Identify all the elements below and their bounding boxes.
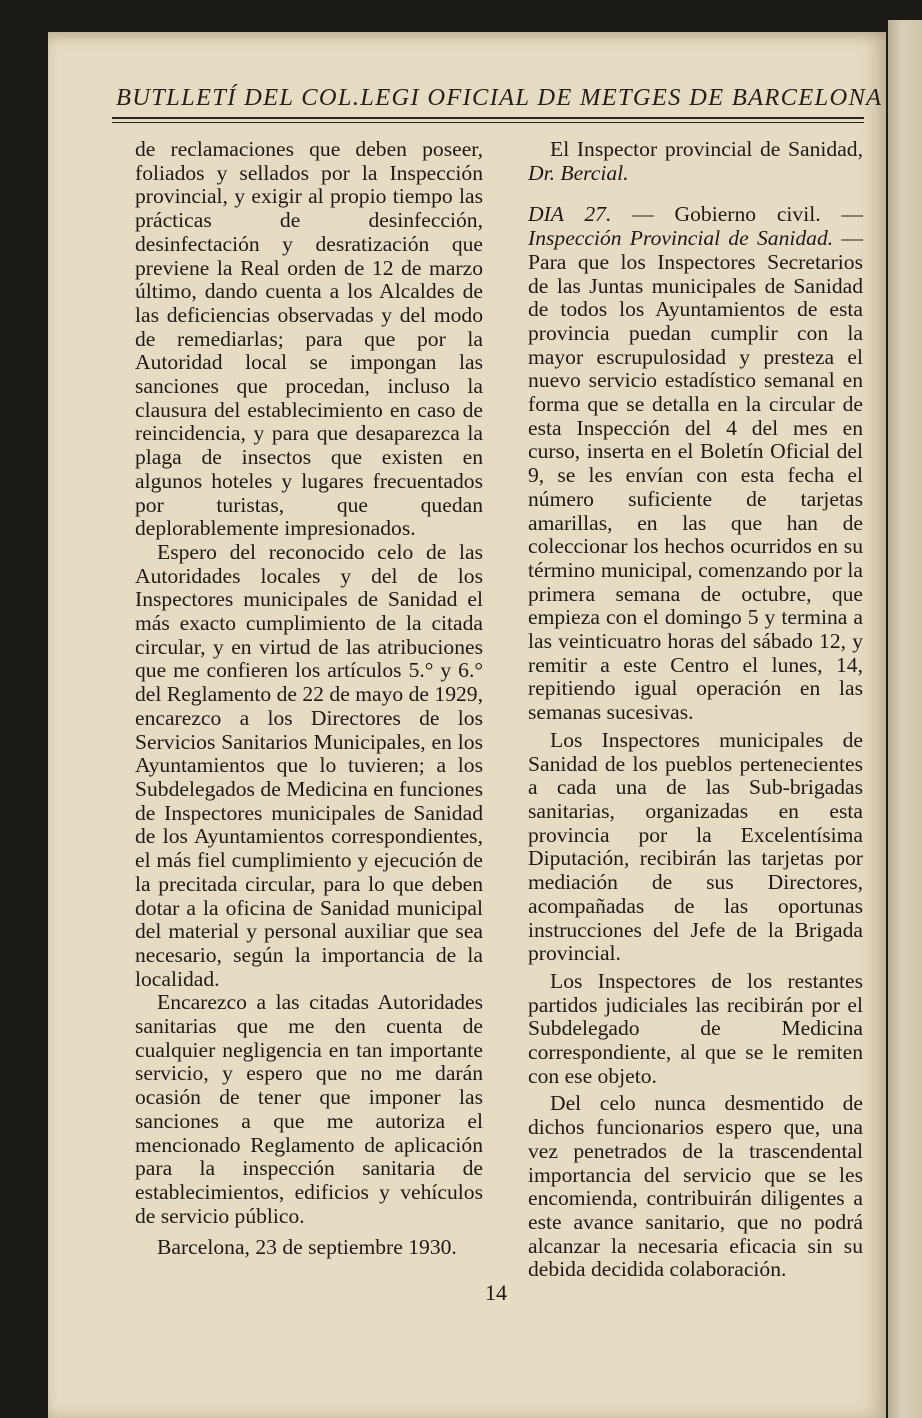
left-paragraph-1: de reclamaciones que deben poseer, foliados y sellados por la Inspección provincial, y exigir al propio tiempo las prácticas de desinfección, desinfectación y desratización que previene la Real orden de 12 de marzo último, dando cuenta a los Alcaldes de las deficiencias observadas y del modo de remediarlas; para que por la Autoridad local se impongan las sanciones que procedan, incluso la clausura del establecimiento en caso de reincidencia, y para que desaparezca la plaga de insectos que existen en algunos hoteles y lugares frecuentados por turistas, que quedan deplorablemente impresionados. [135, 137, 483, 541]
header-rule-thick [112, 117, 864, 119]
page-number: 14 [485, 1280, 507, 1305]
right-paragraph-4: Del celo nunca desmentido de dichos funcionarios espero que, una vez penetrados de la trascendental importancia del servicio que se les encomienda, contribuirán diligentes a este avance sanitario, que no podrá alcanzar la necesaria eficacia sin su debida decidida colaboración. [528, 1091, 863, 1282]
signature-line [528, 138, 863, 185]
entry-body: — Gobierno civil. — [611, 202, 863, 227]
right-paragraph-1 [528, 203, 863, 724]
adjacent-page-edge [888, 20, 922, 1418]
left-paragraph-2: Espero del reconocido celo de las Autoridades locales y del de los Inspectores municipales de Sanidad el más exacto cumplimiento de la citada circular, y en virtud de las atribuciones que me confieren los artículos 5.° y 6.° del Reglamento de 22 de mayo de 1929, encarezco a los Directores de los Servicios Sanitarios Municipales, en los Ayuntamientos que lo tuvieren; a los Subdelegados de Medicina en funciones de Inspectores municipales de Sanidad de los Ayuntamientos correspondientes, el más fiel cumplimiento y ejecución de la precitada circular, para lo que deben dotar a la oficina de Sanidad municipal del material y personal auxiliar que sea necesario, según la importancia de la localidad. [135, 539, 483, 991]
entry-date: DIA 27. [528, 202, 612, 227]
signature-name: Dr. Bercial. [528, 160, 629, 185]
right-paragraph-3: Los Inspectores de los restantes partidos judiciales las recibirán por el Subdelegado de Medicina correspondiente, al que se le remiten con ese objeto. [528, 968, 863, 1088]
left-column [135, 138, 483, 1260]
running-header: BUTLLETÍ DEL COL.LEGI OFICIAL DE METGES DE BARCELONA [116, 84, 883, 111]
entry-title: Inspección Provincial de Sanidad. [528, 226, 834, 251]
right-paragraph-1-text: — Para que los Inspectores Secretarios de las Juntas municipales de Sanidad de todos los Ayuntamientos de esta provincia puedan cumplir con la mayor escrupulosidad y presteza el nuevo servicio estadístico semanal en forma que se detalla en la circular de esta Inspección del 4 del mes en curso, inserta en el Boletín Oficial del 9, se les envían con esta fecha el número suficiente de tarjetas amarillas, en las que han de coleccionar los hechos ocurridos en su término municipal, comenzando por la primera semana de octubre, que empieza con el domingo 5 y termina a las veinticuatro horas del sábado 12, y remitir a este Centro el lunes, 14, repitiendo igual operación en las semanas sucesivas. [528, 226, 864, 725]
left-paragraph-3: Encarezco a las citadas Autoridades sanitarias que me den cuenta de cualquier negligencia en tan importante servicio, y espero que no me darán ocasión de tener que imponer las sanciones a que me autoriza el mencionado Reglamento de aplicación para la inspección sanitaria de establecimientos, edificios y vehículos de servicio público. [135, 990, 483, 1228]
right-paragraph-2: Los Inspectores municipales de Sanidad de los pueblos pertenecientes a cada una de las Sub-brigadas sanitarias, organizadas en esta provincia por la Excelentísima Diputación, recibirán las tarjetas por mediación de sus Directores, acompañadas de las oportunas instrucciones del Jefe de la Brigada provincial. [528, 727, 863, 966]
left-signoff: Barcelona, 23 de septiembre 1930. [157, 1235, 457, 1260]
header-rule-thin [112, 122, 864, 123]
signature-text: El Inspector provincial de Sanidad, [550, 137, 863, 161]
right-column [528, 138, 863, 1282]
